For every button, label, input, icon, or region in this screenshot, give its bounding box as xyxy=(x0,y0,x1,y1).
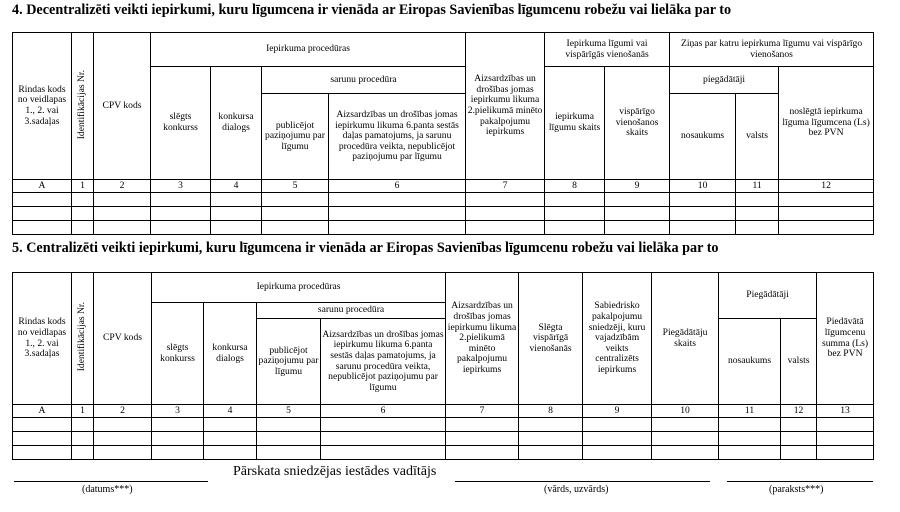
col-num: 5 xyxy=(262,180,329,193)
table-row xyxy=(13,193,874,207)
section4-number-row xyxy=(13,180,874,193)
col-num: 13 xyxy=(817,405,874,418)
h4-zinas: Ziņas par katru iepirkuma līgumu vai vispārīgo vienošanos xyxy=(670,33,874,67)
name-line[interactable] xyxy=(455,481,710,482)
h4-ident: Identifikācijas Nr. xyxy=(76,69,88,139)
h5-slegts: slēgts konkurss xyxy=(152,303,204,405)
h5-procedures: Iepirkuma procedūras xyxy=(152,273,446,303)
col-num: 11 xyxy=(719,405,781,418)
col-num: 7 xyxy=(466,180,545,193)
col-num: 5 xyxy=(257,405,321,418)
h4-ligumi: Iepirkuma līgumi vai vispārīgās vienošanās xyxy=(545,33,670,67)
h5-summa: Piedāvātā līgumcenu summa (Ls) bez PVN xyxy=(817,273,874,405)
h5-piegadataji: Piegādātāji xyxy=(719,273,817,319)
col-num: 6 xyxy=(329,180,466,193)
col-num: 6 xyxy=(321,405,446,418)
col-num: 2 xyxy=(94,405,152,418)
h4-ligumu-skaits: iepirkuma līgumu skaits xyxy=(545,67,605,180)
col-num: 8 xyxy=(519,405,583,418)
col-num: 12 xyxy=(781,405,817,418)
h4-procedures: Iepirkuma procedūras xyxy=(151,33,466,67)
col-num: 2 xyxy=(94,180,151,193)
col-num: 10 xyxy=(652,405,719,418)
table-row xyxy=(13,418,874,432)
h4-aizs-proc: Aizsardzības un drošības jomas iepirkumu likuma 6.panta sestās daļas pamatojums, ja sarunu procedūra veikta, nepublicējot paziņojumu par līgumu xyxy=(329,94,466,180)
h4-aizs-likums: Aizsardzības un drošības jomas iepirkumu likuma 2.pielikumā minēto pakalpojumu iepirkums xyxy=(466,33,545,180)
col-num: 12 xyxy=(779,180,874,193)
h5-nosaukums: nosaukums xyxy=(719,319,781,405)
col-num: 4 xyxy=(211,180,262,193)
date-label: (datums***) xyxy=(82,484,133,495)
col-num: 3 xyxy=(152,405,204,418)
sign-label: (paraksts***) xyxy=(769,484,824,495)
h4-valsts: valsts xyxy=(736,94,779,180)
section5-title: 5. Centralizēti veikti iepirkumi, kuru līgumcena ir vienāda ar Eiropas Savienības līgumcenu robežu vai lielāka par to xyxy=(12,240,719,256)
h5-sabiedriskie: Sabiedrisko pakalpojumu sniedzēji, kuru vajadzībām veikts centralizēts iepirkums xyxy=(583,273,652,405)
table-row xyxy=(13,432,874,446)
h5-sarunu: sarunu procedūra xyxy=(257,303,446,319)
table-row xyxy=(13,207,874,221)
col-num: 4 xyxy=(204,405,257,418)
h5-dialogs: konkursa dialogs xyxy=(204,303,257,405)
signature-line[interactable] xyxy=(727,481,873,482)
name-label: (vārds, uzvārds) xyxy=(544,484,609,495)
col-num: A xyxy=(13,180,72,193)
h5-aizs-proc: Aizsardzības un drošības jomas iepirkumu likuma 6.panta sestās daļas pamatojums, ja sarunu procedūra veikta, nepublicējot paziņojumu par līgumu xyxy=(321,319,446,405)
h5-rindas: Rindas kods no veidlapas 1., 2. vai 3.sadaļas xyxy=(13,273,72,405)
h4-publicejot: publicējot paziņojumu par līgumu xyxy=(262,94,329,180)
col-num: A xyxy=(13,405,72,418)
col-num: 10 xyxy=(670,180,736,193)
h4-slegts: slēgts konkurss xyxy=(151,67,211,180)
col-num: 3 xyxy=(151,180,211,193)
h5-piegadataju-skaits: Piegādātāju skaits xyxy=(652,273,719,405)
col-num: 8 xyxy=(545,180,605,193)
h4-summa: noslēgtā iepirkuma līguma līgumcena (Ls) bez PVN xyxy=(779,67,874,180)
h5-ident: Identifikācijas Nr. xyxy=(76,302,88,372)
h4-sarunu: sarunu procedūra xyxy=(262,67,466,94)
table-row xyxy=(13,221,874,235)
h4-piegadataji: piegādātāji xyxy=(670,67,779,94)
h5-valsts: valsts xyxy=(781,319,817,405)
h4-cpv: CPV kods xyxy=(94,33,151,180)
h4-vienosanos-skaits: vispārīgo vienošanos skaits xyxy=(605,67,670,180)
h5-publicejot: publicējot paziņojumu par līgumu xyxy=(257,319,321,405)
section4-table xyxy=(12,32,874,235)
col-num: 11 xyxy=(736,180,779,193)
section4-title: 4. Decentralizēti veikti iepirkumi, kuru līgumcena ir vienāda ar Eiropas Savienības līgumcenu robežu vai lielāka par to xyxy=(12,2,732,18)
h4-dialogs: konkursa dialogs xyxy=(211,67,262,180)
h5-slegta-vienosanas: Slēgta vispārīgā vienošanās xyxy=(519,273,583,405)
h4-rindas: Rindas kods no veidlapas 1., 2. vai 3.sadaļas xyxy=(13,33,72,180)
col-num: 1 xyxy=(72,180,94,193)
h4-nosaukums: nosaukums xyxy=(670,94,736,180)
h5-aizs-likums: Aizsardzības un drošības jomas iepirkumu likuma 2.pielikumā minēto pakalpojumu iepirkums xyxy=(446,273,519,405)
date-line[interactable] xyxy=(14,481,208,482)
section5-number-row xyxy=(13,405,874,418)
table-row xyxy=(13,446,874,460)
col-num: 1 xyxy=(72,405,94,418)
col-num: 9 xyxy=(605,180,670,193)
h5-cpv: CPV kods xyxy=(94,273,152,405)
col-num: 7 xyxy=(446,405,519,418)
signature-heading: Pārskata sniedzējas iestādes vadītājs xyxy=(233,464,437,479)
col-num: 9 xyxy=(583,405,652,418)
section5-table xyxy=(12,272,874,460)
